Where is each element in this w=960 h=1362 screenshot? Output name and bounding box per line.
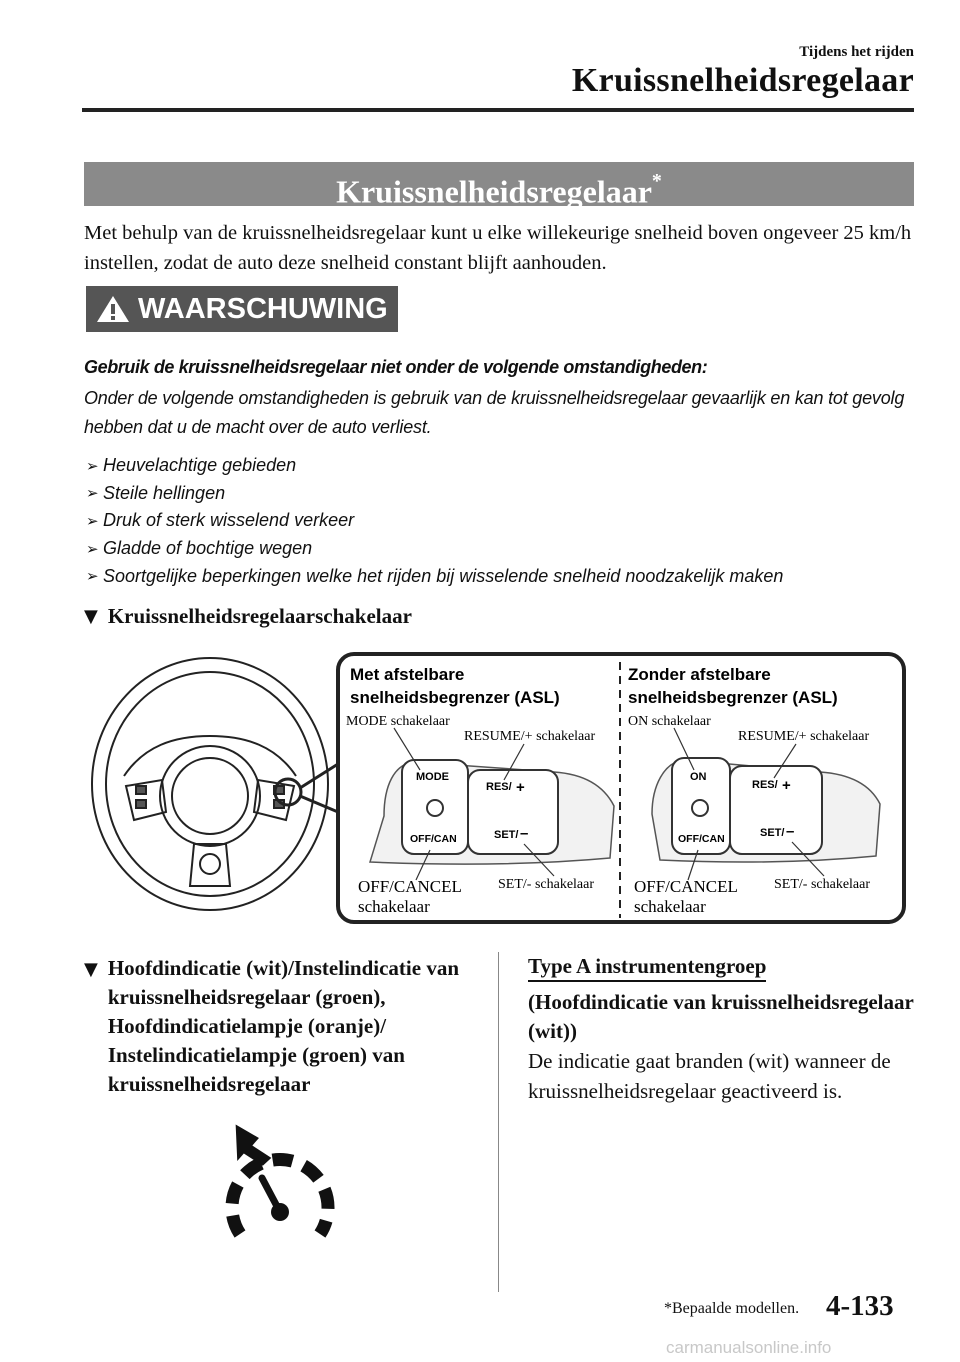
left-panel-title-2: snelheidsbegrenzer (ASL) <box>350 688 560 707</box>
footnote: *Bepaalde modellen. <box>664 1300 800 1317</box>
svg-text:–: – <box>520 825 529 842</box>
arrow-bullet-icon: ➢ <box>86 568 99 586</box>
res-button-label: RES/ <box>486 781 512 793</box>
left-switch-panel <box>370 760 614 864</box>
res-button-label-right: RES/ <box>752 779 778 791</box>
mode-button-label: MODE <box>416 771 449 783</box>
set-callout-left: SET/- schakelaar <box>498 877 595 892</box>
warning-triangle-icon <box>96 294 130 324</box>
running-header-title: Kruissnelheidsregelaar <box>571 62 914 99</box>
mode-switch-callout: MODE schakelaar <box>346 714 450 729</box>
offcancel-callout-right-2: schakelaar <box>634 897 706 916</box>
page-number: 4-133 <box>826 1290 894 1322</box>
watermark: carmanualsonline.info <box>666 1338 832 1357</box>
offcancel-callout-right-1: OFF/CANCEL <box>634 877 738 896</box>
switch-subheading: ▼ Kruissnelheidsregelaarschakelaar <box>84 604 412 628</box>
svg-text:+: + <box>516 779 525 796</box>
set-callout-right: SET/- schakelaar <box>774 877 871 892</box>
warning-bullet-list <box>86 452 783 590</box>
type-a-heading: Type A instrumentengroep <box>528 954 766 982</box>
offcan-button-label: OFF/CAN <box>410 833 457 845</box>
section-title: Kruissnelheidsregelaar <box>336 173 652 210</box>
offcancel-callout-left-2: schakelaar <box>358 897 430 916</box>
svg-text:–: – <box>786 823 795 840</box>
column-divider <box>498 952 499 1292</box>
triangle-down-icon: ▼ <box>84 606 98 627</box>
arrow-bullet-icon: ➢ <box>86 457 99 475</box>
cruise-switch-figure <box>84 636 914 928</box>
list-item: ➢ Gladde of bochtige wegen <box>86 538 313 559</box>
indication-subheading: ▼ Hoofdindicatie (wit)/Instelindicatie van kruissnelheidsregelaar (groen), Hoofdindicatielampje (oranje)/ Instelindicatielampje (groen) van kruissnelheidsregelaar <box>84 954 474 1099</box>
on-switch-callout: ON schakelaar <box>628 714 711 729</box>
list-item: ➢ Druk of sterk wisselend verkeer <box>86 510 355 531</box>
resume-switch-callout-right: RESUME/+ schakelaar <box>738 729 870 744</box>
right-panel-title-2: snelheidsbegrenzer (ASL) <box>628 688 838 707</box>
section-title-banner <box>84 162 914 210</box>
on-button-label: ON <box>690 771 707 783</box>
svg-text:+: + <box>782 777 791 794</box>
cruise-control-indicator-icon <box>222 1122 338 1252</box>
arrow-bullet-icon: ➢ <box>86 540 99 558</box>
warning-bold-line: Gebruik de kruissnelheidsregelaar niet onder de volgende omstandigheden: <box>84 357 708 377</box>
main-indication-bold: (Hoofdindicatie van kruissnelheidsregelaar (wit)) <box>528 990 914 1043</box>
list-item: ➢ Soortgelijke beperkingen welke het rijden bij wisselende snelheid noodzakelijk maken <box>86 565 784 586</box>
warning-text: Onder de volgende omstandigheden is gebruik van de kruissnelheidsregelaar gevaarlijk en kan tot gevolg hebben dat u de macht over de auto verliest. <box>84 388 905 437</box>
set-button-label: SET/ <box>494 829 519 841</box>
warning-label: WAARSCHUWING <box>138 293 388 325</box>
left-panel-title-1: Met afstelbare <box>350 665 465 684</box>
list-item: ➢ Steile hellingen <box>86 482 226 503</box>
offcancel-callout-left-1: OFF/CANCEL <box>358 877 462 896</box>
footnote-asterisk: * <box>651 170 662 192</box>
list-item: ➢ Heuvelachtige gebieden <box>86 455 297 476</box>
warning-badge <box>86 286 398 332</box>
set-button-label-right: SET/ <box>760 827 785 839</box>
main-indication-text: De indicatie gaat branden (wit) wanneer de kruissnelheidsregelaar geactiveerd is. <box>528 1049 891 1103</box>
steering-wheel-illustration <box>92 658 328 910</box>
arrow-bullet-icon: ➢ <box>86 512 99 530</box>
arrow-bullet-icon: ➢ <box>86 485 99 503</box>
intro-paragraph: Met behulp van de kruissnelheidsregelaar kunt u elke willekeurige snelheid boven ongeveer 25 km/h instellen, zodat de auto deze snelheid constant blijft aanhouden. <box>84 222 912 274</box>
offcan-button-label-right: OFF/CAN <box>678 833 725 845</box>
triangle-down-icon: ▼ <box>84 959 98 980</box>
resume-switch-callout-left: RESUME/+ schakelaar <box>464 729 596 744</box>
header-rule <box>82 108 914 112</box>
running-header-chapter: Tijdens het rijden <box>799 44 914 60</box>
right-panel-title-1: Zonder afstelbare <box>628 665 771 684</box>
